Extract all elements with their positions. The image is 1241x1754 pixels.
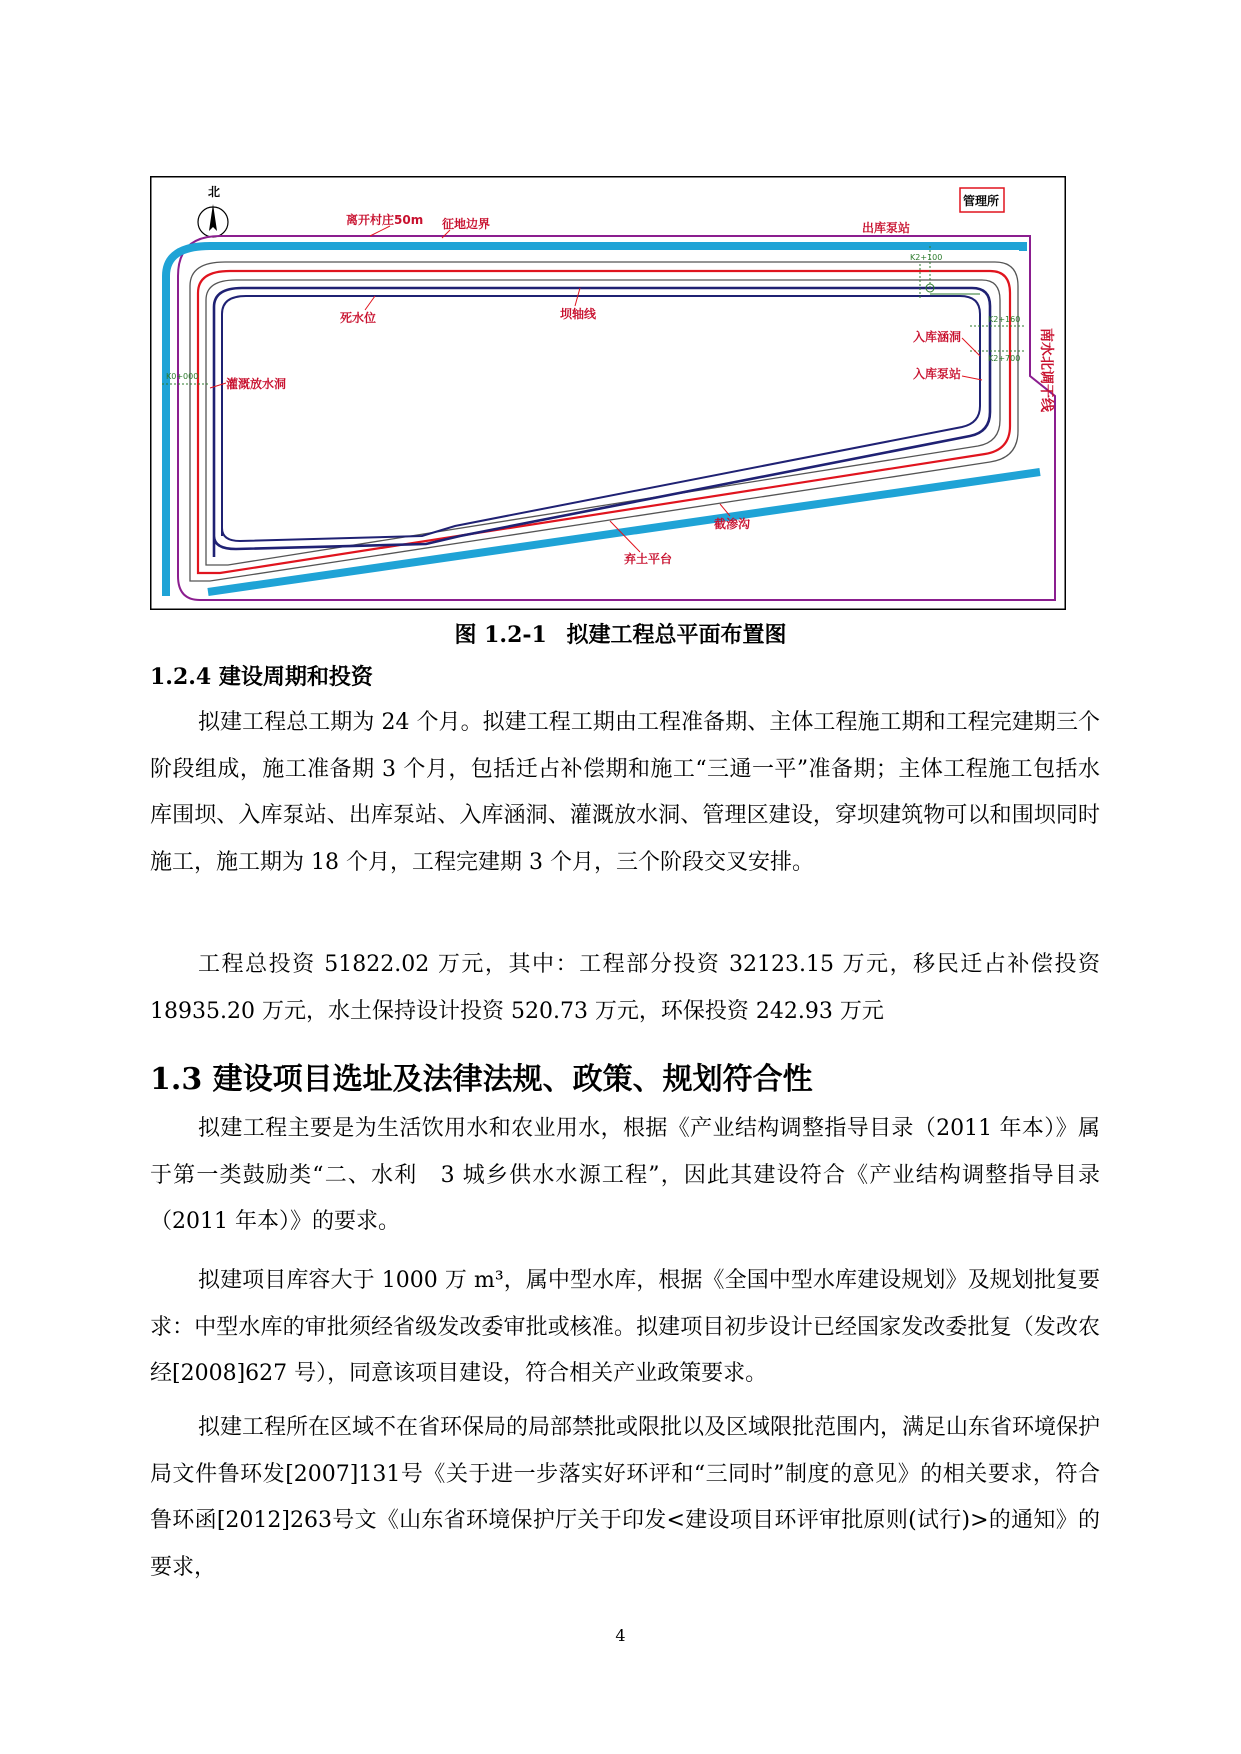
k-left-label: K0+000 [166,372,199,381]
village-distance-label: 离开村庄50m [346,213,424,227]
management-label: 管理所 [963,194,1000,208]
section-1-3-paragraph-3: 拟建工程所在区域不在省环保局的局部禁批或限批以及区域限批范围内，满足山东省环境保护局文件鲁环发[2007]131号《关于进一步落实好环评和“三同时”制度的意见》的相关要求，符合鲁环函[2012]263号文《山东省环境保护厅关于印发<建设项目环评审批原则(试行)>的通知》的要求， [150,1415,1101,1580]
canal-label: 南水北调干线 [1038,328,1054,412]
site-plan-figure [150,176,1066,610]
section-1-2-4-heading: 1.2.4 建设周期和投资 [150,664,373,690]
section-1-2-4-paragraph-2: 工程总投资 51822.02 万元，其中：工程部分投资 32123.15 万元，移民迁占补偿投资 18935.20 万元，水土保持设计投资 520.73 万元，环保投资 242.93 万元 [150,952,1100,1024]
section-1-3-paragraph-1: 拟建工程主要是为生活饮用水和农业用水，根据《产业结构调整指导目录（2011 年本）》属于第一类鼓励类“二、水利 3 城乡供水水源工程”，因此其建设符合《产业结构调整指导目录（2011 年本）》的要求。 [150,1116,1100,1234]
site-plan-drawing [150,176,1066,610]
seepage-ditch-label: 截渗沟 [714,517,751,531]
page-number: 4 [615,1626,626,1645]
k-mid-label: K2+160 [988,315,1021,324]
boundary-label: 征地边界 [442,217,491,231]
outlet-pump-label: 出库泵站 [862,221,911,235]
inlet-culvert-label: 入库涵洞 [913,330,962,344]
figure-frame [151,177,1066,610]
figure-title: 拟建工程总平面布置图 [566,622,787,648]
k-low-label: K2+700 [988,354,1021,363]
irrigation-outlet-label: 灌溉放水洞 [226,377,287,391]
section-1-3-paragraph-2: 拟建项目库容大于 1000 万 m³，属中型水库，根据《全国中型水库建设规划》及规划批复要求：中型水库的审批须经省级发改委审批或核准。拟建项目初步设计已经国家发改委批复（发改农经[2008]627 号），同意该项目建设，符合相关产业政策要求。 [150,1268,1100,1386]
inlet-pump-label: 入库泵站 [913,367,962,381]
figure-number: 图 1.2-1 [454,622,547,648]
section-1-2-4-paragraph-1: 拟建工程总工期为 24 个月。拟建工程工期由工程准备期、主体工程施工期和工程完建期三个阶段组成，施工准备期 3 个月，包括迁占补偿期和施工“三通一平”准备期；主体工程施工包括水库围坝、入库泵站、出库泵站、入库涵洞、灌溉放水洞、管理区建设，穿坝建筑物可以和围坝同时施工，施工期为 18 个月，工程完建期 3 个月，三个阶段交叉安排。 [150,710,1100,875]
dam-axis-label: 坝轴线 [560,307,597,321]
spoil-platform-label: 弃土平台 [624,552,673,566]
figure-caption [0,618,1241,649]
dead-water-label: 死水位 [340,311,377,325]
section-1-3-heading: 1.3 建设项目选址及法律法规、政策、规划符合性 [150,1062,813,1097]
north-label: 北 [208,185,221,199]
k-top-label: K2+100 [910,253,943,262]
